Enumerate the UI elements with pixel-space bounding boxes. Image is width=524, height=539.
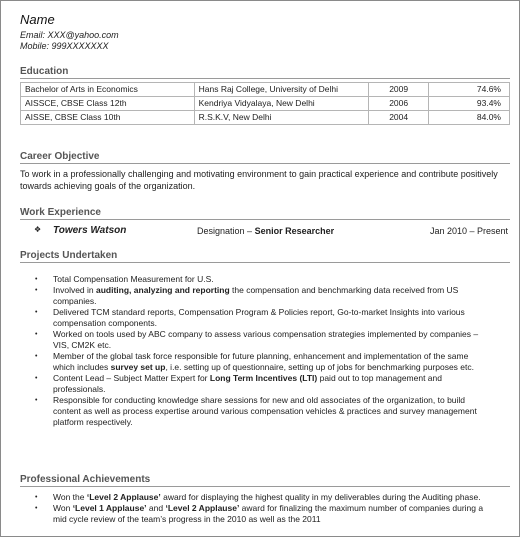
education-year-cell: 2006 bbox=[369, 97, 429, 111]
designation bbox=[197, 226, 334, 236]
education-score-cell: 93.4% bbox=[429, 97, 510, 111]
bold-text: ‘Level 2 Applause’ bbox=[86, 492, 161, 502]
designation-role: Senior Researcher bbox=[254, 226, 335, 236]
contact-email: Email: XXX@yahoo.com bbox=[20, 30, 119, 40]
education-institution-cell: Hans Raj College, University of Delhi bbox=[194, 83, 369, 97]
education-year-cell: 2009 bbox=[369, 83, 429, 97]
bold-text: Long Term Incentives (LTI) bbox=[209, 373, 318, 383]
bold-text: survey set up bbox=[110, 362, 166, 372]
education-row bbox=[21, 97, 510, 111]
education-row bbox=[21, 111, 510, 125]
project-item bbox=[20, 329, 490, 351]
education-year-cell: 2004 bbox=[369, 111, 429, 125]
contact-mobile: Mobile: 999XXXXXXX bbox=[20, 41, 109, 51]
education-institution-cell: R.S.K.V, New Delhi bbox=[194, 111, 369, 125]
project-item bbox=[20, 307, 490, 329]
projects-list bbox=[20, 274, 490, 428]
text-segment: Involved in bbox=[53, 285, 96, 295]
text-segment: Worked on tools used by ABC company to assess various compensation strategies implemented by companies – VIS, CM2K etc. bbox=[53, 329, 479, 350]
project-item bbox=[20, 373, 490, 395]
text-segment: award for displaying the highest quality in my deliverables during the Auditing phase. bbox=[160, 492, 481, 502]
project-item bbox=[20, 395, 490, 428]
text-segment: Won bbox=[53, 503, 73, 513]
bold-text: ‘Level 1 Applause’ bbox=[72, 503, 147, 513]
text-segment: Responsible for conducting knowledge share sessions for new and old associates of the organization, to build content as well as process expertise around various compensation vehicles & practices and survey management platform respectively. bbox=[53, 395, 477, 427]
project-item bbox=[20, 285, 490, 307]
text-segment: Delivered TCM standard reports, Compensation Program & Policies report, Go-to-market Insights into various compensation components. bbox=[53, 307, 465, 328]
education-degree-cell: Bachelor of Arts in Economics bbox=[21, 83, 195, 97]
candidate-name: Name bbox=[20, 12, 55, 27]
job-entry bbox=[20, 225, 510, 238]
diamond-bullet-icon: ❖ bbox=[34, 225, 42, 234]
bold-text: auditing, analyzing and reporting bbox=[96, 285, 230, 295]
education-institution-cell: Kendriya Vidyalaya, New Delhi bbox=[194, 97, 369, 111]
education-degree-cell: AISSE, CBSE Class 10th bbox=[21, 111, 195, 125]
education-score-cell: 74.6% bbox=[429, 83, 510, 97]
education-degree-cell: AISSCE, CBSE Class 12th bbox=[21, 97, 195, 111]
text-segment: the compensation and benchmarking data received from US companies. bbox=[53, 285, 459, 306]
designation-label: Designation – bbox=[197, 226, 253, 236]
company-name: Towers Watson bbox=[53, 225, 127, 236]
work-experience-heading: Work Experience bbox=[20, 207, 510, 220]
text-segment: award for finalizing the maximum number of companies during a mid cycle review of the team’s progress in the 2010 as well as the 2011 bbox=[53, 503, 484, 524]
achievements-heading: Professional Achievements bbox=[20, 474, 510, 487]
text-segment: , i.e. setting up of questionnaire, setting up of jobs for benchmarking purposes etc. bbox=[165, 362, 474, 372]
text-segment: and bbox=[146, 503, 166, 513]
text-segment: Won the bbox=[53, 492, 87, 502]
project-item bbox=[20, 274, 490, 285]
education-row bbox=[21, 83, 510, 97]
projects-heading: Projects Undertaken bbox=[20, 250, 510, 263]
education-heading: Education bbox=[20, 66, 510, 79]
text-segment: paid out to top management and professionals. bbox=[53, 373, 442, 394]
achievement-item bbox=[20, 503, 490, 525]
text-segment: Total Compensation Measurement for U.S. bbox=[53, 274, 214, 284]
bold-text: ‘Level 2 Applause’ bbox=[165, 503, 240, 513]
project-item bbox=[20, 351, 490, 373]
career-objective-text: To work in a professionally challenging and motivating environment to gain practical experience and contribute positively towards achieving goals of the organization. bbox=[20, 169, 498, 191]
career-objective-heading: Career Objective bbox=[20, 151, 510, 164]
text-segment: Content Lead – Subject Matter Expert for bbox=[53, 373, 210, 383]
job-dates: Jan 2010 – Present bbox=[429, 226, 508, 236]
education-score-cell: 84.0% bbox=[429, 111, 510, 125]
achievement-item bbox=[20, 492, 490, 503]
education-table bbox=[20, 82, 510, 125]
text-segment: Member of the global task force responsible for future planning, enhancement and implementation of the same which includes bbox=[53, 351, 469, 372]
achievements-list bbox=[20, 492, 490, 525]
